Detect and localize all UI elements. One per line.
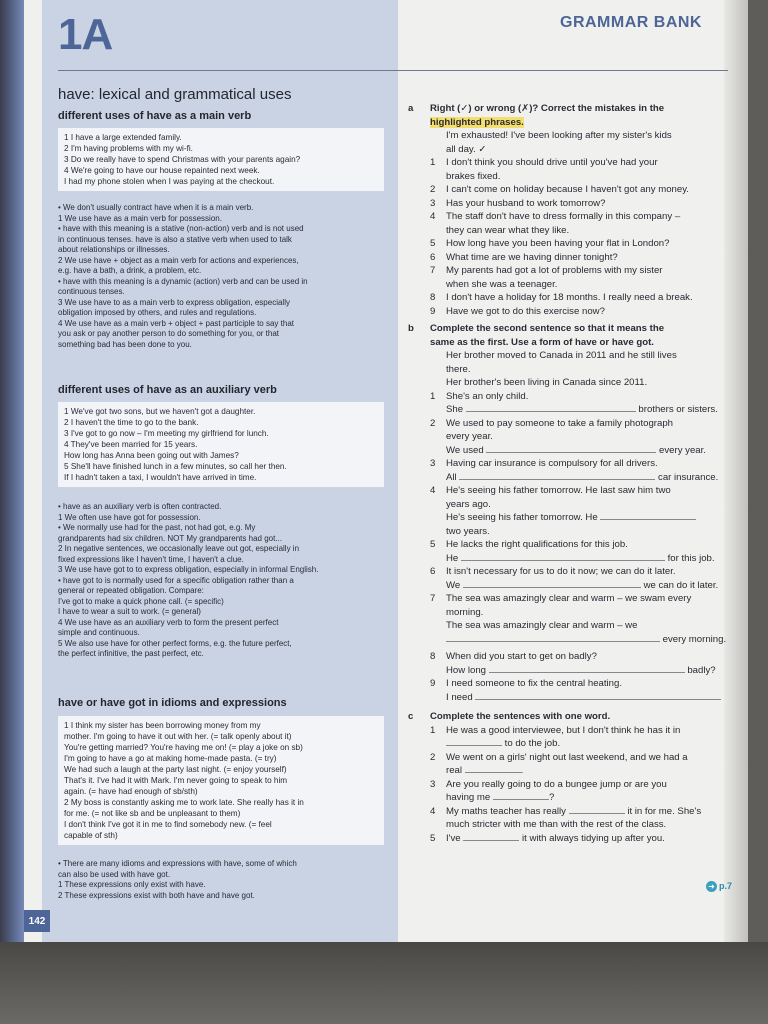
exercise-b-item-4: 4 He's seeing his father tomorrow. He last saw him two: [430, 485, 671, 496]
section-heading-idioms: have or have got in idioms and expressions: [58, 697, 287, 709]
exercise-b-item-3-answer: All car insurance.: [446, 471, 719, 483]
rule-line: 4 We use have as a main verb + object + past participle to say that: [58, 318, 294, 328]
rule-line: 5 We also use have for other perfect forms, e.g. the future perfect,: [58, 638, 292, 648]
rule-line: grandparents had six children. NOT My grandparents had got...: [58, 533, 282, 543]
example-line: 4 They've been married for 15 years.: [64, 440, 198, 449]
exercise-c-item-3: 3 Are you really going to do a bungee jump or are you: [430, 778, 667, 790]
rule-line: • There are many idioms and expressions with have, some of which: [58, 859, 297, 868]
section-heading-auxiliary-verb: different uses of have as an auxiliary verb: [58, 384, 277, 396]
exercise-a-letter: a: [408, 103, 414, 114]
example-line: You're getting married? You're having me on! (= play a joke on sb): [64, 743, 303, 752]
exercise-a-item-2: 2 I can't come on holiday because I haven't got any money.: [430, 184, 689, 195]
rule-line: 1 We use have as a main verb for possession.: [58, 213, 222, 223]
rule-line: you ask or pay another person to do something for you, or that: [58, 329, 280, 338]
page-title-text: have: lexical and grammatical uses: [58, 86, 292, 103]
exercise-a-item-8: 8 I don't have a holiday for 18 months. I really need a break.: [430, 292, 693, 303]
bottom-shadow: [0, 942, 768, 1024]
example-line: again. (= have had enough of sb/sth): [64, 787, 198, 796]
page-title: [58, 86, 291, 103]
exercises-column: [404, 102, 740, 845]
exercise-c-item-5: 5 I've it with always tidying up after you.: [430, 832, 665, 844]
exercise-b-item-3: 3 Having car insurance is compulsory for all drivers.: [430, 458, 658, 469]
exercise-b-item-8-answer: How long badly?: [446, 664, 716, 676]
example-line: capable of sth): [64, 831, 118, 840]
example-line: 3 I've got to go now – I'm meeting my girlfriend for lunch.: [64, 429, 269, 438]
exercise-c-item-4: 4 My maths teacher has really it in for me. She's: [430, 805, 702, 817]
grammar-bank-title: GRAMMAR BANK: [560, 14, 702, 31]
exercise-b-item-8: 8 When did you start to get on badly?: [430, 651, 597, 662]
exercise-a-item-6: 6 What time are we having dinner tonight?: [430, 251, 618, 263]
examples-box-auxiliary-verb: [58, 402, 384, 487]
rule-line: 2 These expressions exist with both have and have got.: [58, 890, 255, 900]
example-line: 2 I haven't the time to go to the bank.: [64, 418, 199, 427]
exercise-a-instruction-2: highlighted phrases.: [430, 116, 524, 128]
exercise-b-example-1: Her brother moved to Canada in 2011 and he still lives: [446, 350, 677, 361]
exercise-b-item-2-cont: every year.: [446, 431, 493, 442]
rule-line: obligation imposed by others, and rules and regulations.: [58, 308, 257, 317]
example-line: We had such a laugh at the party last night. (= enjoy yourself): [64, 765, 287, 774]
exercise-a-item-7: 7 My parents had got a lot of problems with my sister: [430, 265, 663, 276]
example-line: 1 We've got two sons, but we haven't got a daughter.: [64, 407, 256, 416]
rule-line: 1 We often use have got for possession.: [58, 512, 201, 522]
rule-line: general or repeated obligation. Compare:: [58, 586, 204, 595]
exercise-c-item-2: 2 We went on a girls' night out last weekend, and we had a: [430, 751, 688, 763]
rule-line: 1 These expressions only exist with have.: [58, 880, 206, 889]
exercise-b-item-9: 9 I need someone to fix the central heating.: [430, 678, 622, 689]
exercise-b-example-2: there.: [446, 363, 471, 375]
exercise-b-item-2: 2 We used to pay someone to take a family photograph: [430, 417, 674, 429]
exercise-c-letter: c: [408, 711, 414, 722]
exercise-b-item-4-cont: years ago.: [446, 498, 491, 510]
exercise-c-item-2-cont: real .: [446, 765, 524, 776]
exercise-a-example-2: all day. ✓: [446, 143, 487, 155]
header-rule: [58, 70, 728, 71]
example-line: 3 Do we really have to spend Christmas with your parents again?: [64, 155, 301, 164]
exercise-a-item-9: 9 Have we got to do this exercise now?: [430, 305, 605, 317]
exercise-b-item-4-answer: He's seeing his father tomorrow. He: [404, 511, 740, 525]
exercise-b-item-6: 6 It isn't necessary for us to do it now; we can do it later.: [430, 566, 676, 577]
exercise-c-item-4-cont: much stricter with me than with the rest of the class.: [446, 819, 667, 830]
exercise-a-item-4-cont: they can wear what they like.: [446, 224, 570, 236]
rule-line: 2 In negative sentences, we occasionally leave out got, especially in: [58, 544, 300, 553]
exercise-a-item-7-cont: when she was a teenager.: [446, 278, 558, 290]
rule-line: 3 We use have got to to express obligation, especially in informal English.: [58, 565, 319, 574]
rule-line: • We don't usually contract have when it is a main verb.: [58, 203, 254, 212]
exercise-b-item-7-cont: morning.: [446, 606, 484, 618]
example-line: I don't think I've got it in me to find somebody new. (= feel: [64, 820, 272, 829]
exercise-b-instruction-1: b Complete the second sentence so that it means the: [408, 323, 665, 334]
exercise-b-item-2-answer: We used every year.: [446, 444, 706, 456]
example-line: for me. (= not like sb and be unpleasant to them): [64, 809, 241, 818]
rule-line: e.g. have a bath, a drink, a problem, etc.: [58, 266, 202, 275]
exercise-b-item-7-answer: The sea was amazingly clear and warm – we: [446, 620, 638, 631]
example-line: 2 My boss is constantly asking me to work late. She really has it in: [64, 798, 304, 807]
exercise-b-item-1-answer: She brothers or sisters.: [446, 404, 718, 415]
rule-line: 3 We use have to as a main verb to express obligation, especially: [58, 297, 290, 307]
rule-line: I have to wear a suit to work. (= general): [58, 607, 201, 616]
example-line: 1 I think my sister has been borrowing money from my: [64, 721, 261, 730]
exercise-b-item-6-answer: We we can do it later.: [446, 579, 719, 591]
exercise-a-item-4: 4 The staff don't have to dress formally in this company –: [430, 211, 681, 222]
exercise-a-example-1: I'm exhausted! I've been looking after my sister's kids: [446, 130, 672, 141]
rule-line: simple and continuous.: [58, 628, 140, 637]
rule-line: I've got to make a quick phone call. (= specific): [58, 596, 224, 606]
section-heading-main-verb: different uses of have as a main verb: [58, 110, 252, 122]
examples-box-idioms: [58, 716, 384, 845]
exercise-b-item-9-answer: I need: [404, 691, 740, 705]
exercise-b-instruction-2: same as the first. Use a form of have or have got.: [430, 336, 654, 348]
exercise-c-item-1-cont: to do the job.: [404, 737, 740, 751]
rule-line: • We normally use had for the past, not had got, e.g. My: [58, 523, 256, 532]
rule-line: something bad has been done to you.: [58, 339, 192, 349]
exercise-b-item-7-answer-cont: every morning.: [404, 633, 740, 647]
example-line: mother. I'm going to have it out with her. (= talk openly about it): [64, 732, 292, 741]
exercise-a-item-5: 5 How long have you been having your flat in London?: [430, 238, 670, 249]
unit-number: 1A: [58, 10, 113, 59]
example-line: 1 I have a large extended family.: [64, 133, 182, 142]
page-number: 142: [24, 910, 50, 932]
exercise-b-item-4-answer-cont: two years.: [446, 525, 490, 537]
rule-line: • have as an auxiliary verb is often contracted.: [58, 502, 222, 511]
rule-line: fixed expressions like I haven't time, I haven't a clue.: [58, 554, 244, 564]
example-line: 4 We're going to have our house repainted next week.: [64, 166, 260, 175]
exercise-a-item-1: 1 I don't think you should drive until you've had your: [430, 157, 658, 168]
exercise-c-item-3-cont: having me ?: [446, 792, 555, 803]
book-spine: [0, 0, 24, 942]
examples-box-main-verb: [58, 128, 384, 191]
rule-line: • have with this meaning is a dynamic (action) verb and can be used in: [58, 276, 308, 286]
example-line: How long has Anna been going out with James?: [64, 451, 239, 460]
example-line: 2 I'm having problems with my wi-fi.: [64, 144, 193, 153]
exercise-a-instruction-1: a Right (✓) or wrong (✗)? Correct the mistakes in the: [408, 103, 665, 114]
example-line: I had my phone stolen when I was paying at the checkout.: [64, 177, 275, 186]
rule-line: • have with this meaning is a stative (non-action) verb and is not used: [58, 224, 304, 233]
exercise-b-letter: b: [408, 323, 414, 334]
exercise-a-item-1-cont: brakes fixed.: [446, 170, 501, 182]
exercise-b-item-5-answer: He for this job.: [446, 552, 715, 564]
exercise-b-item-1: 1 She's an only child.: [430, 390, 529, 402]
example-line: That's it. I've had it with Mark. I'm never going to speak to him: [64, 776, 288, 785]
page-reference: ➜ p.7: [706, 881, 732, 892]
rule-line: in continuous tenses. have is also a stative verb when used to talk: [58, 234, 292, 244]
exercise-a-item-3: 3 Has your husband to work tomorrow?: [430, 197, 606, 209]
rules-auxiliary-verb: [58, 502, 384, 660]
example-line: If I hadn't taken a taxi, I wouldn't have arrived in time.: [64, 473, 257, 482]
rule-line: the perfect infinitive, the past perfect, etc.: [58, 649, 204, 658]
example-line: 5 She'll have finished lunch in a few minutes, so call her then.: [64, 462, 287, 471]
rule-line: • have got to is normally used for a specific obligation rather than a: [58, 575, 294, 585]
rules-idioms: [58, 859, 384, 901]
rules-main-verb: [58, 203, 384, 350]
rule-line: can also be used with have got.: [58, 869, 171, 879]
rule-line: 4 We use have as an auxiliary verb to form the present perfect: [58, 617, 279, 627]
rule-line: about relationships or illnesses.: [58, 245, 170, 254]
exercise-b-item-7: 7 The sea was amazingly clear and warm – we swam every: [430, 593, 692, 604]
exercise-c-instruction: c Complete the sentences with one word.: [408, 711, 611, 722]
example-line: I'm going to have a go at making home-made pasta. (= try): [64, 754, 277, 763]
exercise-b-example-3: Her brother's been living in Canada since 2011.: [446, 377, 648, 388]
rule-line: continuous tenses.: [58, 287, 125, 296]
arrow-circle-icon: ➜: [706, 881, 717, 892]
exercise-b-item-5: 5 He lacks the right qualifications for this job.: [430, 539, 628, 550]
rule-line: 2 We use have + object as a main verb for actions and experiences,: [58, 255, 299, 265]
exercise-c-item-1: 1 He was a good interviewee, but I don't think he has it in: [430, 724, 681, 736]
